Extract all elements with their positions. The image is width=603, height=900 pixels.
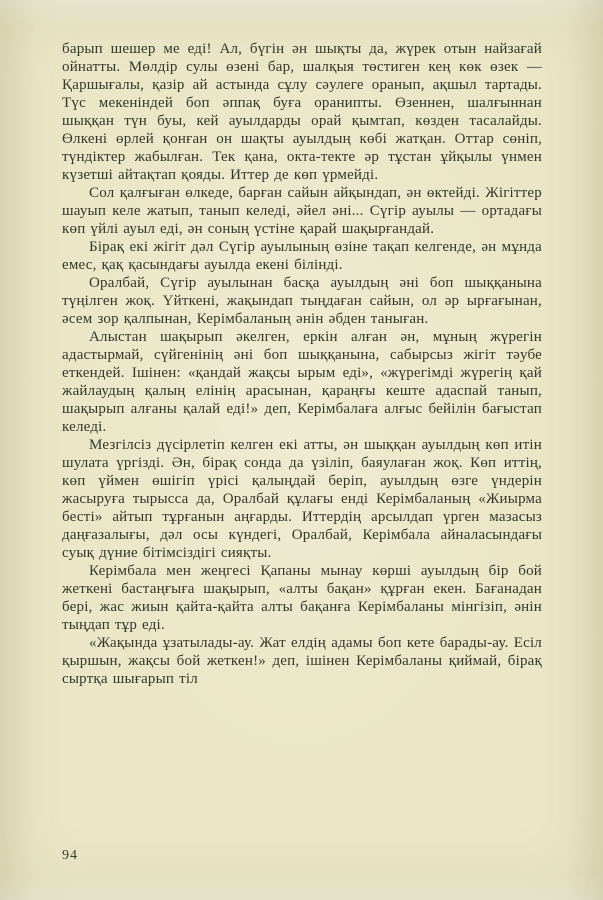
paragraph: Мезгілсіз дүсірлетіп келген екі атты, ән шыққан ауылдың көп итін шулата үргізді. Ән, бірақ сонда да үзіліп, баяулаған жоқ. Көп иттің, көп үймен өшігіп үрісі қалыңдай беріп, ауылдың өзге үндерін жасыруға тырысса да, Оралбай құлағы енді Керімбаланың «Жиырма бесті» айтып тұрғанын аңғарды. Иттердің арсылдап үрген мазасыз даңғазалығы, дәл осы күндегі, Оралбай, Керімбала айналасындағы суық дүние бітімсіздігі сияқты. [62, 437, 542, 561]
paragraph: Керімбала мен жеңгесі Қапаны мынау көрші ауылдың бір бой жеткені бастаңғыға шақырып, «алты бақан» құрған екен. Бағанадан бері, жас жиын қайта-қайта алты бақанға Керімбаланы мінгізіп, әнін тыңдап тұр еді. [62, 563, 542, 633]
paragraph: Бірақ екі жігіт дәл Сүгір ауылының өзіне тақап келгенде, ән мұнда емес, қақ қасындағы ауылда екені білінді. [62, 239, 542, 273]
paragraph: барып шешер ме еді! Ал, бүгін ән шықты да, жүрек отын найзағай ойнатты. Мөлдір сулы өзені бар, шалқыя төстиген кең көк өзек — Қаршығалы, қазір ай астында сұлу сәулеге оранып, ақшыл тартады. Түс мекеніндей боп әппақ буға оранипты. Өзеннен, шалғыннан шыққан түн буы, кей ауылдарды орай қымтап, көзден тасалайды. Өлкені өрлей қонған он шақты ауылдың көбі жатқан. Оттар сөніп, түндіктер жабылған. Тек қана, окта-текте әр тұстан ұйқылы үнмен күзетші айтақтап қояды. Иттер де көп үрмейді. [62, 41, 542, 183]
page-number: 94 [62, 848, 78, 863]
paragraph: Алыстан шақырып әкелген, еркін алған ән, мұның жүрегін адастырмай, сүйгенінің әні боп шыққанына, сабырсыз жігіт тәубе еткендей. Ішінен: «қандай жақсы ырым еді», «жүрегімді жүрегің қай жайлаудың қалың елінің арасынан, қараңғы кеште адаспай танып, шақырып алғаны қалай еді!» деп, Керімбалаға алғыс бейілін бағыстап келеді. [62, 329, 542, 435]
text-block [62, 40, 542, 688]
paragraph: Сол қалғыған өлкеде, барған сайын айқындап, ән өктейді. Жігіттер шауып келе жатып, танып келеді, әйел әні... Сүгір ауылы — ортадағы көп үйлі ауыл еді, ән соның үстіне қарай шақырғандай. [62, 185, 542, 237]
paragraph: Оралбай, Сүгір ауылынан басқа ауылдың әні боп шыққанына түңілген жоқ. Үйткені, жақындап тыңдаған сайын, ол әр ырғағынан, әсем зор қалпынан, Керімбаланың әнін әбден таныған. [62, 275, 542, 327]
paragraph: «Жақында ұзатылады-ау. Жат елдің адамы боп кете барады-ау. Есіл қыршын, жақсы бой жеткен!» деп, ішінен Керімбаланы қиймай, бірақ сыртқа шығарып тіл [62, 635, 542, 687]
